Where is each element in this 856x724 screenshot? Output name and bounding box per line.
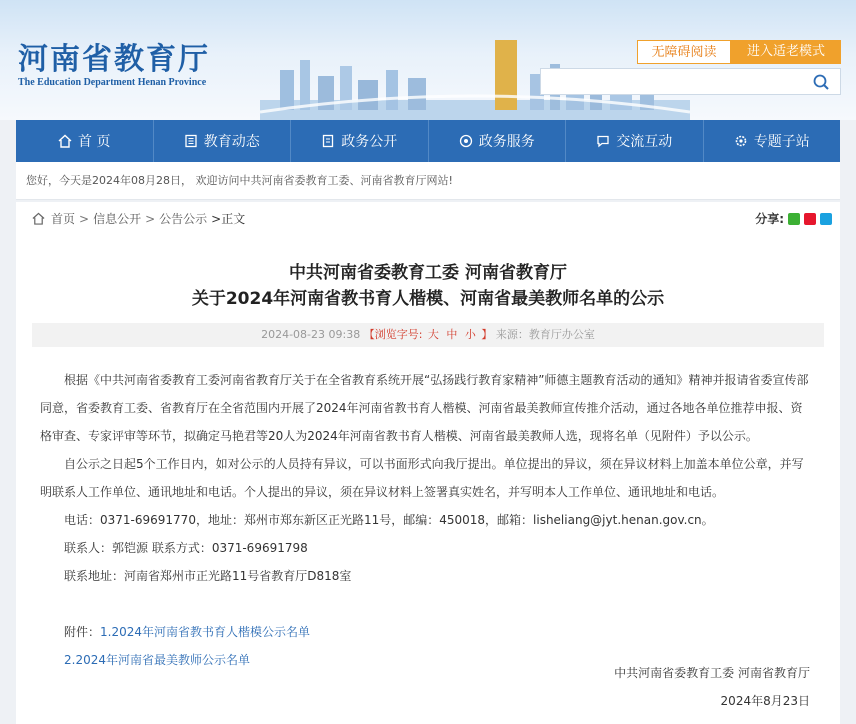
breadcrumb (32, 210, 245, 227)
article-title-line2: 关于2024年河南省教书育人楷模、河南省最美教师名单的公示 (191, 289, 665, 309)
main-nav (16, 120, 840, 162)
article-meta-bar (32, 323, 824, 347)
contact-phone: 电话：0371-69691770，地址：郑州市郑东新区正光路11号，邮编：450018，邮箱：lisheliang@jyt.henan.gov.cn。 (64, 513, 714, 527)
elder-mode-button[interactable]: 进入适老模式 (731, 40, 841, 64)
nav-education-news[interactable] (154, 120, 292, 162)
contact-person: 联系人：郭铠源 联系方式：0371-69691798 (64, 541, 308, 555)
publish-date: 2024-08-23 09:38 (261, 328, 361, 341)
font-size-large-button[interactable]: 大 (427, 328, 439, 341)
search-input[interactable] (541, 69, 817, 94)
nav-government-affairs-label: 政务公开 (341, 134, 398, 150)
breadcrumb-current: >正文 (211, 212, 246, 226)
paragraph-basis: 根据《中共河南省委教育工委河南省教育厅关于在全省教育系统开展“弘扬践行教育家精神”师德主题教育活动的通知》精神并报请省委宣传部同意，省委教育工委、省教育厅在全省范围内开展了2024年河南省教书育人楷模、河南省最美教师宣传推介活动，通过各地各单位推荐申报、资格审查、专家评审等环节，拟确定马艳君等20人为2024年河南省教书育人楷模、河南省最美教师人选，现将名单（见附件）予以公示。 (40, 373, 809, 443)
font-size-small-button[interactable]: 小 (464, 328, 476, 341)
site-header (0, 0, 856, 120)
breadcrumb-separator: > (145, 211, 156, 226)
nav-special-sites[interactable] (704, 120, 841, 162)
attachment-row (40, 618, 810, 646)
nav-interaction-label: 交流互动 (616, 134, 673, 150)
document-icon (321, 134, 335, 148)
qq-share-icon[interactable] (820, 213, 832, 225)
search-icon[interactable] (812, 73, 830, 91)
article-container (16, 202, 840, 724)
breadcrumb-home[interactable]: 首页 (51, 212, 76, 226)
nav-special-sites-label: 专题子站 (753, 134, 810, 150)
nav-home[interactable] (16, 120, 154, 162)
home-icon (58, 134, 72, 148)
font-size-label: 【浏览字号: (363, 328, 423, 341)
article-body (40, 366, 810, 674)
nav-government-services[interactable] (429, 120, 567, 162)
article-title-line1: 中共河南省委教育工委 河南省教育厅 (289, 263, 567, 283)
attachment-link-1[interactable]: 1.2024年河南省教书育人楷模公示名单 (100, 625, 311, 639)
contact-address: 联系地址：河南省郑州市正光路11号省教育厅D818室 (64, 569, 352, 583)
breadcrumb-info-public[interactable]: 信息公开 (93, 212, 142, 226)
nav-education-news-label: 教育动态 (203, 134, 260, 150)
nav-government-services-label: 政务服务 (478, 134, 535, 150)
wechat-share-icon[interactable] (788, 213, 800, 225)
paragraph-objection: 自公示之日起5个工作日内，如对公示的人员持有异议，可以书面形式向我厅提出。单位提出的异议，须在异议材料上加盖本单位公章，并写明联系人工作单位、通讯地址和电话。个人提出的异议，须在异议材料上签署真实姓名，并写明本人工作单位、通讯地址和电话。 (40, 457, 804, 499)
weibo-share-icon[interactable] (804, 213, 816, 225)
signature-org: 中共河南省委教育工委 河南省教育厅 (614, 666, 810, 680)
chat-icon (596, 134, 610, 148)
accessibility-reading-button[interactable]: 无障碍阅读 (637, 40, 731, 64)
gear-icon (734, 134, 748, 148)
welcome-message: 您好，今天是2024年08月28日， 欢迎访问中共河南省委教育工委、河南省教育厅网站! (16, 162, 840, 200)
news-icon (184, 134, 198, 148)
nav-government-affairs[interactable] (291, 120, 429, 162)
share-label: 分享: (755, 212, 784, 226)
service-icon (459, 134, 473, 148)
font-size-bracket: 】 (481, 328, 493, 341)
nav-interaction[interactable] (566, 120, 704, 162)
site-logo-title[interactable]: 河南省教育厅 (18, 42, 210, 77)
home-icon (32, 212, 45, 225)
breadcrumb-announcements[interactable]: 公告公示 (159, 212, 208, 226)
font-size-medium-button[interactable]: 中 (446, 328, 458, 341)
signature-date: 2024年8月23日 (720, 694, 810, 708)
breadcrumb-separator: > (79, 211, 90, 226)
article-source: 来源：教育厅办公室 (495, 328, 595, 341)
attachment-label: 附件： (64, 625, 101, 639)
site-logo-subtitle: The Education Department Henan Province (18, 77, 207, 88)
nav-home-label: 首 页 (78, 134, 111, 150)
attachment-link-2[interactable]: 2.2024年河南省最美教师公示名单 (64, 653, 250, 667)
share-bar (755, 210, 832, 227)
search-box (540, 68, 841, 95)
